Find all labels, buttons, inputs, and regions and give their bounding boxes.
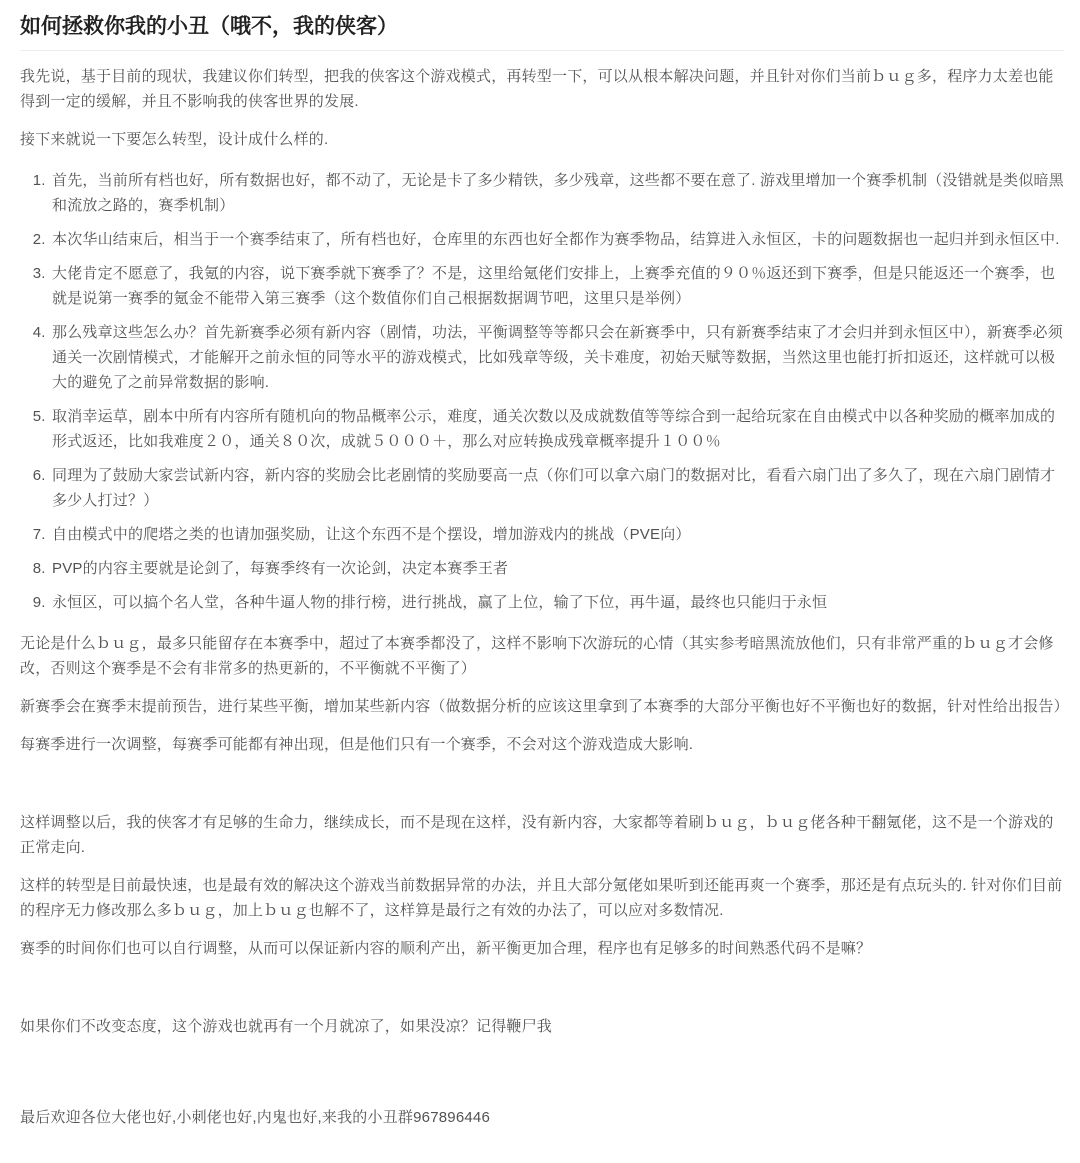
blank-line <box>20 770 1064 797</box>
footer-paragraph: 最后欢迎各位大佬也好,小刺佬也好,内鬼也好,来我的小丑群967896446 <box>20 1109 490 1126</box>
article <box>20 12 1069 1130</box>
body-paragraph: 无论是什么ｂｕｇ，最多只能留存在本赛季中，超过了本赛季都没了，这样不影响下次游玩的心情（其实参考暗黑流放他们，只有非常严重的ｂｕｇ才会修改，否则这个赛季是不会有非常多的热更新的，不平衡就不平衡了） <box>20 635 1054 677</box>
blank-line <box>20 1052 1064 1092</box>
list-item: 7. 自由模式中的爬塔之类的也请加强奖励，让这个东西不是个摆设，增加游戏内的挑战（PVE向） <box>50 522 1064 547</box>
blank-line <box>20 974 1064 1001</box>
intro-paragraph: 接下来就说一下要怎么转型，设计成什么样的. <box>20 131 329 148</box>
closing-paragraph: 如果你们不改变态度，这个游戏也就再有一个月就凉了，如果没凉？记得鞭尸我 <box>20 1018 553 1035</box>
list-item: 8. PVP的内容主要就是论剑了，每赛季终有一次论剑，决定本赛季王者 <box>50 556 1064 581</box>
list-item: 9. 永恒区，可以搞个名人堂，各种牛逼人物的排行榜，进行挑战，赢了上位，输了下位，再牛逼，最终也只能归于永恒 <box>50 590 1064 615</box>
list-item: 5. 取消幸运草，剧本中所有内容所有随机向的物品概率公示，难度，通关次数以及成就数值等等综合到一起给玩家在自由模式中以各种奖励的概率加成的形式返还，比如我难度２０，通关８０次，成就５０００＋，那么对应转换成残章概率提升１００％ <box>50 404 1064 454</box>
list-item: 6. 同理为了鼓励大家尝试新内容，新内容的奖励会比老剧情的奖励要高一点（你们可以拿六扇门的数据对比，看看六扇门出了多久了，现在六扇门剧情才多少人打过？） <box>50 463 1064 513</box>
body-paragraph: 赛季的时间你们也可以自行调整，从而可以保证新内容的顺利产出，新平衡更加合理，程序也有足够多的时间熟悉代码不是嘛？ <box>20 940 872 957</box>
body-paragraph: 这样的转型是目前最快速，也是最有效的解决这个游戏当前数据异常的办法，并且大部分氪佬如果听到还能再爽一个赛季，那还是有点玩头的. 针对你们目前的程序无力修改那么多ｂｕｇ，加上ｂｕｇ也解不了，这样算是最行之有效的办法了，可以应对多数情况. <box>20 877 1063 919</box>
proposal-list <box>20 168 1064 615</box>
list-item: 4. 那么残章这些怎么办？首先新赛季必须有新内容（剧情，功法，平衡调整等等都只会在新赛季中，只有新赛季结束了才会归并到永恒区中），新赛季必须通关一次剧情模式，才能解开之前永恒的同等水平的游戏模式，比如残章等级，关卡难度，初始天赋等数据，当然这里也能打折扣返还，这样就可以极大的避免了之前异常数据的影响. <box>50 320 1064 395</box>
intro-paragraph: 我先说，基于目前的现状，我建议你们转型，把我的侠客这个游戏模式，再转型一下，可以从根本解决问题，并且针对你们当前ｂｕｇ多，程序力太差也能得到一定的缓解，并且不影响我的侠客世界的发展. <box>20 68 1054 110</box>
list-item: 2. 本次华山结束后，相当于一个赛季结束了，所有档也好，仓库里的东西也好全都作为赛季物品，结算进入永恒区，卡的问题数据也一起归并到永恒区中. <box>50 227 1064 252</box>
body-paragraph: 每赛季进行一次调整，每赛季可能都有神出现，但是他们只有一个赛季，不会对这个游戏造成大影响. <box>20 736 694 753</box>
page-title: 如何拯救你我的小丑（哦不，我的侠客） <box>20 15 398 38</box>
list-item: 1. 首先，当前所有档也好，所有数据也好，都不动了，无论是卡了多少精铁，多少残章，这些都不要在意了. 游戏里增加一个赛季机制（没错就是类似暗黑和流放之路的，赛季机制） <box>50 168 1064 218</box>
list-item: 3. 大佬肯定不愿意了，我氪的内容，说下赛季就下赛季了？不是，这里给氪佬们安排上，上赛季充值的９０％返还到下赛季，但是只能返还一个赛季，也就是说第一赛季的氪金不能带入第三赛季（这个数值你们自己根据数据调节吧，这里只是举例） <box>50 261 1064 311</box>
title-divider <box>20 50 1064 51</box>
body-paragraph: 这样调整以后，我的侠客才有足够的生命力，继续成长，而不是现在这样，没有新内容，大家都等着刷ｂｕｇ，ｂｕｇ佬各种干翻氪佬，这不是一个游戏的正常走向. <box>20 814 1054 856</box>
body-paragraph: 新赛季会在赛季末提前预告，进行某些平衡，增加某些新内容（做数据分析的应该这里拿到了本赛季的大部分平衡也好不平衡也好的数据，针对性给出报告） <box>20 698 1069 715</box>
